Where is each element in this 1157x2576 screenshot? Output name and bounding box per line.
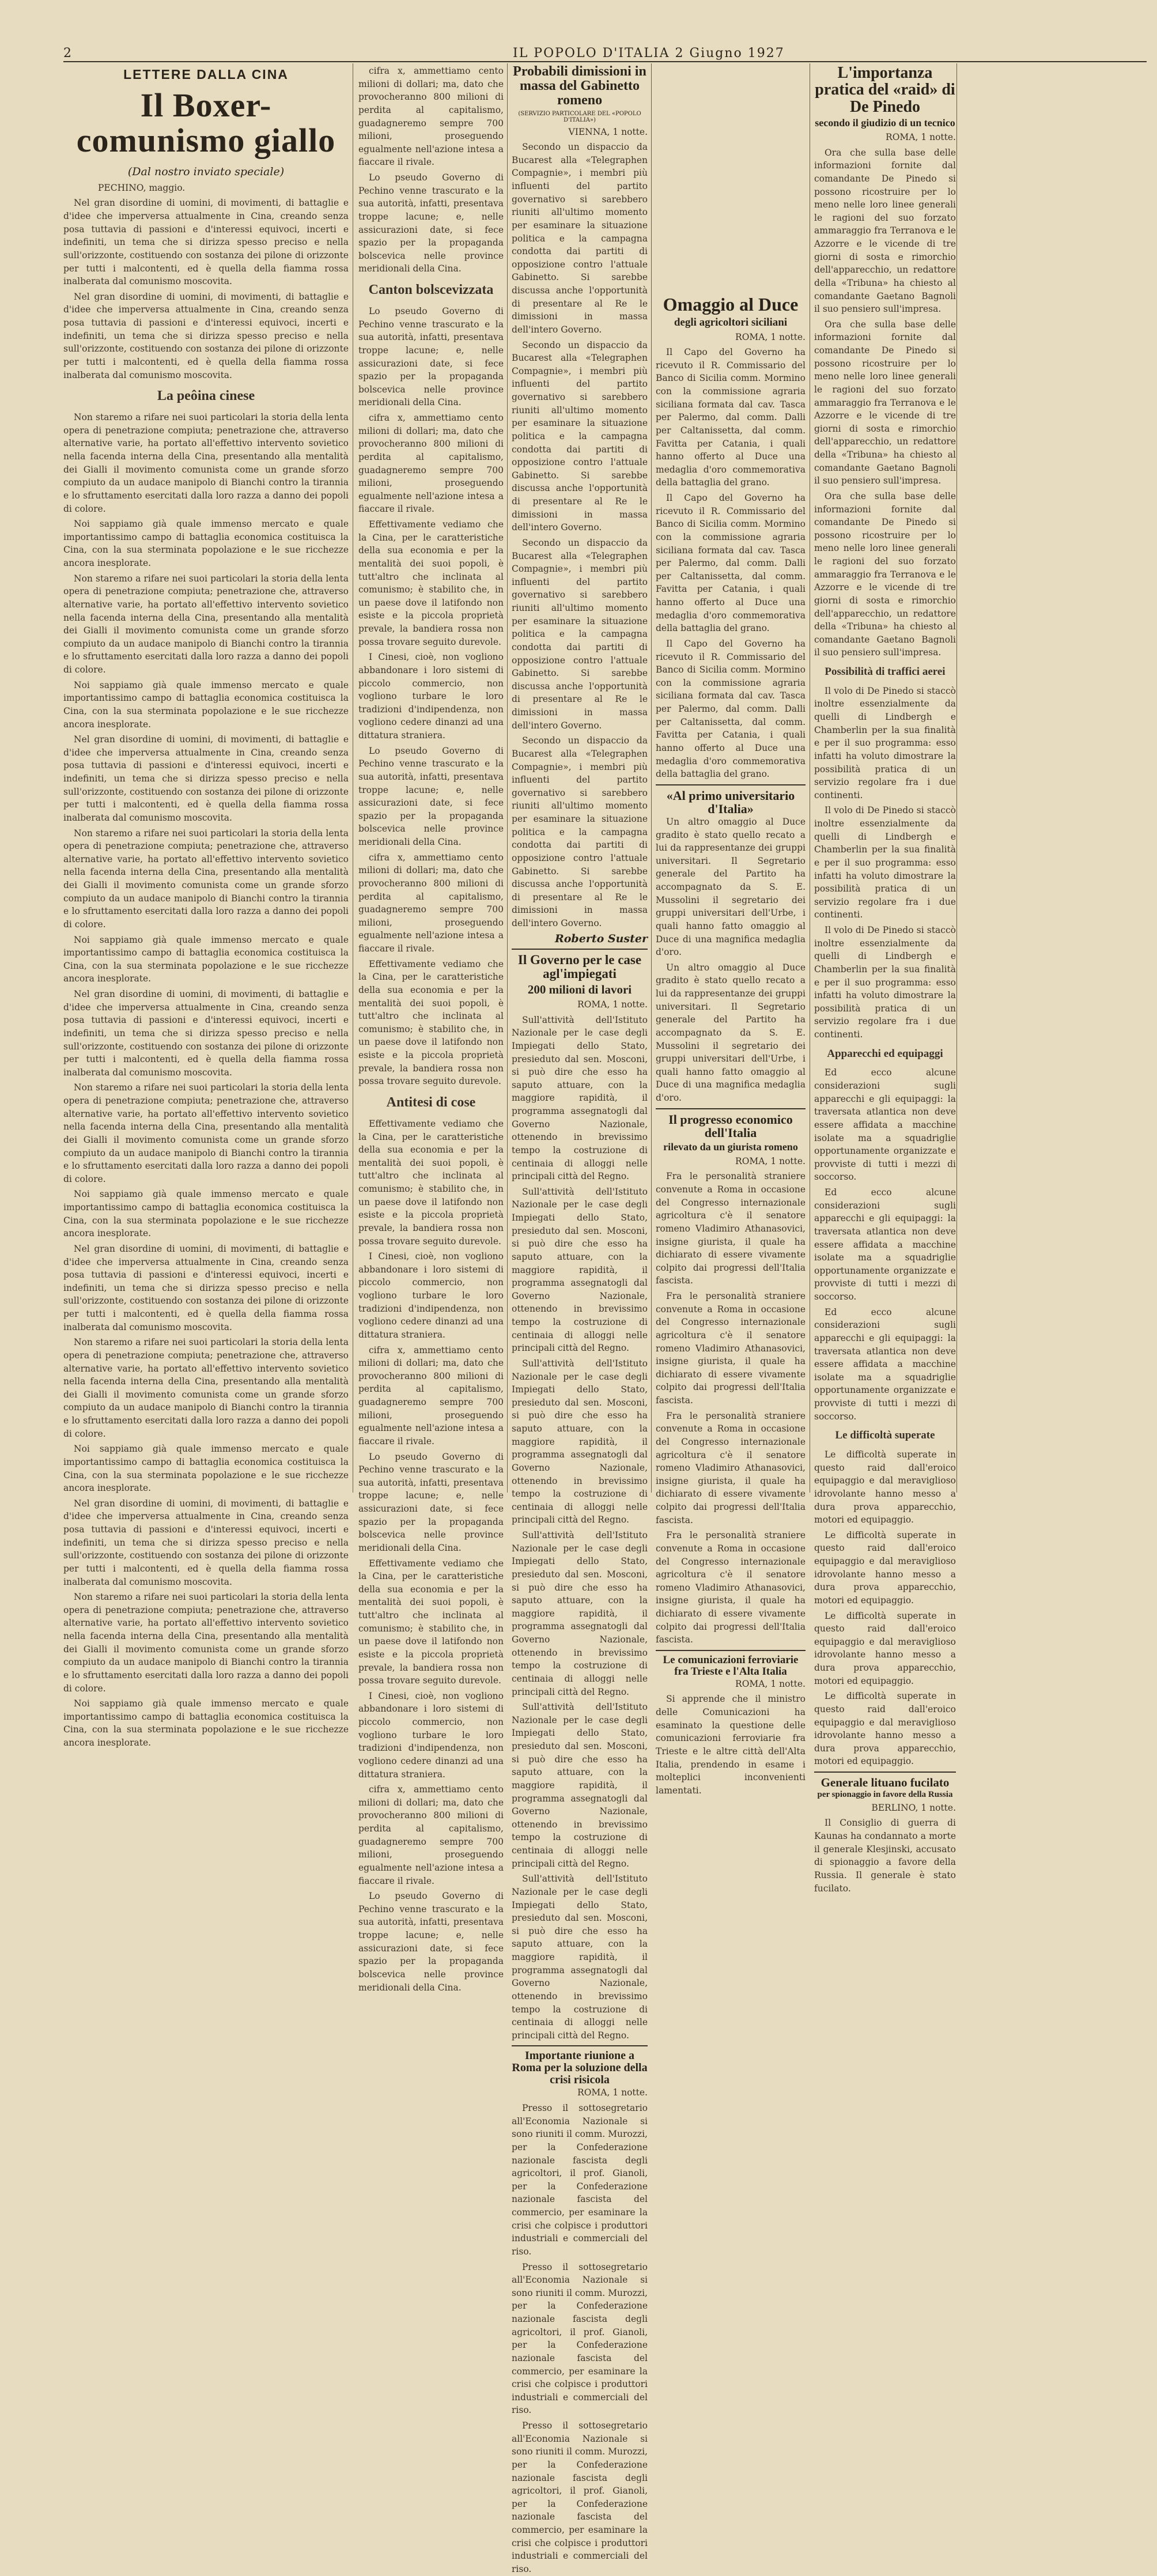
paragraph: Il Consiglio di guerra di Kaunas ha condannato a morte il generale Klesjinski, accusato di spionaggio a favore della Russia. Il generale è stato fucilato.	[814, 1818, 956, 1894]
paragraph: Effettivamente vediamo che la Cina, per le caratteristiche della sua economia e per la mentalità dei suoi popoli, è tutt'altro che inclinata al comunismo; è stabilito che, in un paese dove il latifondo non esiste e la piccola proprietà prevale, la bandiera rossa non possa trovare seguito durevole.	[358, 519, 504, 647]
paragraph: Effettivamente vediamo che la Cina, per le caratteristiche della sua economia e per la mentalità dei suoi popoli, è tutt'altro che inclinata al comunismo; è stabilito che, in un paese dove il latifondo non esiste e la piccola proprietà prevale, la bandiera rossa non possa trovare seguito durevole.	[358, 1118, 504, 1247]
paragraph: Ora che sulla base delle informazioni fornite dal comandante De Pinedo si possono ricostruire per lo meno nelle loro linee generali le ragioni del suo forzato ammaraggio fra Terranova e le Azzorre e le vicende di tre giorni di sosta e rimorchio dell'apparecchio, un redattore della «Tribuna» ha chiesto al comandante Gaetano Bagnoli il suo pensiero sull'impresa.	[814, 147, 956, 315]
paragraph: Noi sappiamo già quale immenso mercato e quale importantissimo campo di battaglia economica costituisca la Cina, con la sua sterminata popolazione e le sue ricchezze ancora inesplorate.	[63, 1698, 349, 1748]
paragraph: Fra le personalità straniere convenute a Roma in occasione del Congresso internazionale agricoltura c'è il senatore romeno Vladimiro Athanasovici, insigne giurista, il quale ha dichiarato di essere vivamente colpito dai progressi dell'Italia fascista.	[656, 1530, 806, 1645]
paragraph: Il Capo del Governo ha ricevuto il R. Commissario del Banco di Sicilia comm. Mormino con la commissione agraria siciliana formata dal cav. Tasca per Palermo, dal comm. Dalli per Caltanissetta, dal comm. Favitta per Catania, i quali hanno offerto al Duce una medaglia d'oro commemorativa della battaglia del grano.	[656, 347, 806, 488]
paragraph: Presso il sottosegretario all'Economia Nazionale si sono riuniti il comm. Murozzi, per la Confederazione nazionale fascista degli agricoltori, il prof. Gianoli, per la Confederazione nazionale fascista del commercio, per esaminare la crisi che colpisce i produttori industriali e commerciali del riso.	[512, 2103, 648, 2257]
dateline: ROMA, 1 notte.	[735, 1155, 806, 1166]
signature: Roberto Suster	[554, 932, 648, 945]
paragraph: Nel gran disordine di uomini, di movimenti, di battaglie e d'idee che imperversa attualmente in Cina, creando senza posa tuttavia di passioni e d'interessi equivoci, incerti e indefiniti, un tema che si dirizza spesso preciso e nella sull'orizzonte, costituendo con sostanza dei pilone di orizzonte per tutti i malcontenti, ed è quella della fiamma rossa inalberata dal comunismo moscovita.	[63, 734, 349, 823]
paragraph: Ora che sulla base delle informazioni fornite dal comandante De Pinedo si possono ricostruire per lo meno nelle loro linee generali le ragioni del suo forzato ammaraggio fra Terranova e le Azzorre e le vicende di tre giorni di sosta e rimorchio dell'apparecchio, un redattore della «Tribuna» ha chiesto al comandante Gaetano Bagnoli il suo pensiero sull'impresa.	[814, 490, 956, 658]
paragraph: cifra x, ammettiamo cento milioni di dollari; ma, dato che provocheranno 800 milioni di perdita al capitalismo, guadagneremo sempre 700 milioni, proseguendo egualmente nell'azione intesa a fiaccare il rivale.	[358, 852, 504, 954]
paragraph: Secondo un dispaccio da Bucarest alla «Telegraphen Compagnie», i membri più influenti del partito governativo si sarebbero riuniti all'ultimo momento per esaminare la situazione politica e la campagna condotta dai partiti di opposizione contro l'attuale Gabinetto. Si sarebbe discussa anche l'opportunità di presentare al Re le dimissioni in massa dell'intero Governo.	[512, 339, 648, 533]
paragraph: Il volo di De Pinedo si staccò inoltre essenzialmente da quelli di Lindbergh e Chamberlin per la sua finalità e per il suo programma: esso infatti ha voluto dimostrare la possibilità pratica di un servizio regolare fra i due continenti.	[814, 685, 956, 800]
paragraph: Nel gran disordine di uomini, di movimenti, di battaglie e d'idee che imperversa attualmente in Cina, creando senza posa tuttavia di passioni e d'interessi equivoci, incerti e indefiniti, un tema che si dirizza spesso preciso e nella sull'orizzonte, costituendo con sostanza dei pilone di orizzonte per tutti i malcontenti, ed è quella della fiamma rossa inalberata dal comunismo moscovita.	[63, 1498, 349, 1587]
paragraph: Il volo di De Pinedo si staccò inoltre essenzialmente da quelli di Lindbergh e Chamberlin per la sua finalità e per il suo programma: esso infatti ha voluto dimostrare la possibilità pratica di un servizio regolare fra i due continenti.	[814, 805, 956, 920]
paragraph: Noi sappiamo già quale immenso mercato e quale importantissimo campo di battaglia economica costituisca la Cina, con la sua sterminata popolazione e le sue ricchezze ancora inesplorate.	[63, 679, 349, 730]
paragraph: Il volo di De Pinedo si staccò inoltre essenzialmente da quelli di Lindbergh e Chamberlin per la sua finalità e per il suo programma: esso infatti ha voluto dimostrare la possibilità pratica di un servizio regolare fra i due continenti.	[814, 925, 956, 1040]
paragraph: Le difficoltà superate in questo raid dall'eroico equipaggio e dal meraviglioso idrovolante hanno messo a dura prova apparecchio, motori ed equipaggio.	[814, 1691, 956, 1767]
dateline: PECHINO, maggio.	[98, 182, 186, 193]
section-heading: Le difficoltà superate	[835, 1429, 935, 1442]
paragraph: Nel gran disordine di uomini, di movimenti, di battaglie e d'idee che imperversa attualmente in Cina, creando senza posa tuttavia di passioni e d'interessi equivoci, incerti e indefiniti, un tema che si dirizza spesso preciso e nella sull'orizzonte, costituendo con sostanza dei pilone di orizzonte per tutti i malcontenti, ed è quella della fiamma rossa inalberata dal comunismo moscovita.	[63, 989, 349, 1078]
subhead: rilevato da un giurista romeno	[663, 1140, 798, 1153]
paragraph: Noi sappiamo già quale immenso mercato e quale importantissimo campo di battaglia economica costituisca la Cina, con la sua sterminata popolazione e le sue ricchezze ancora inesplorate.	[63, 1444, 349, 1494]
paragraph: Fra le personalità straniere convenute a Roma in occasione del Congresso internazionale agricoltura c'è il senatore romeno Vladimiro Athanasovici, insigne giurista, il quale ha dichiarato di essere vivamente colpito dai progressi dell'Italia fascista.	[656, 1291, 806, 1406]
headline: Il progresso economico dell'Italia	[668, 1112, 793, 1140]
headline: Importante riunione a Roma per la soluzione della crisi risicola	[512, 2049, 648, 2087]
paragraph: Lo pseudo Governo di Pechino venne trascurato e la sua autorità, infatti, presentava troppe lacune; e, nelle assicurazioni date, si fece spazio per la propaganda bolscevica nelle province meridionali della Cina.	[358, 172, 504, 274]
page-number: 2	[63, 46, 71, 61]
paragraph: I Cinesi, cioè, non vogliono abbandonare i loro sistemi di piccolo commercio, non vogliono turbare le loro tradizioni d'indipendenza, non vogliono cedere dinanzi ad una dittatura straniera.	[358, 1251, 504, 1340]
headline: Omaggio al Duce	[663, 294, 799, 315]
dateline: ROMA, 1 notte.	[577, 999, 648, 1010]
subhead: secondo il giudizio di un tecnico	[815, 117, 955, 129]
paragraph: Lo pseudo Governo di Pechino venne trascurato e la sua autorità, infatti, presentava troppe lacune; e, nelle assicurazioni date, si fece spazio per la propaganda bolscevica nelle province meridionali della Cina.	[358, 1451, 504, 1553]
subhead: degli agricoltori siciliani	[674, 316, 788, 328]
paragraph: Non staremo a rifare nei suoi particolari la storia della lenta opera di penetrazione compiuta; penetrazione che, attraverso alternative varie, ha portato all'effettivo intervento sovietico nella facenda interna della Cina, presentando alla mentalità dei Gialli il movimento comunista come un grande sforzo compiuto da un audace manipolo di Bianchi contro la tirannia e lo sfruttamento esercitati dalla loro razza a danno dei popoli di colore.	[63, 828, 349, 930]
section-heading: Canton bolscevizzata	[368, 282, 494, 297]
headline: Il Governo per le case agl'impiegati	[517, 952, 642, 981]
paragraph: Si apprende che il ministro delle Comunicazioni ha esaminato la questione delle comunicazioni ferroviarie fra Trieste e le altre città dell'Alta Italia, prendendo in esame i molteplici inconvenienti lamentati.	[656, 1694, 806, 1796]
service-tag: (SERVIZIO PARTICOLARE DEL «POPOLO D'ITALIA»)	[518, 110, 641, 123]
paragraph: Sull'attività dell'Istituto Nazionale per le case degli Impiegati dello Stato, presieduto dal sen. Mosconi, si può dire che esso ha saputo attuare, con la maggiore rapidità, il programma assegnatogli dal Governo Nazionale, ottenendo in brevissimo tempo la costruzione di centinaia di alloggi nelle principali città del Regno.	[512, 1358, 648, 1525]
paragraph: Ora che sulla base delle informazioni fornite dal comandante De Pinedo si possono ricostruire per lo meno nelle loro linee generali le ragioni del suo forzato ammaraggio fra Terranova e le Azzorre e le vicende di tre giorni di sosta e rimorchio dell'apparecchio, un redattore della «Tribuna» ha chiesto al comandante Gaetano Bagnoli il suo pensiero sull'impresa.	[814, 319, 956, 486]
paragraph: Noi sappiamo già quale immenso mercato e quale importantissimo campo di battaglia economica costituisca la Cina, con la sua sterminata popolazione e le sue ricchezze ancora inesplorate.	[63, 1189, 349, 1239]
paragraph: Non staremo a rifare nei suoi particolari la storia della lenta opera di penetrazione compiuta; penetrazione che, attraverso alternative varie, ha portato all'effettivo intervento sovietico nella facenda interna della Cina, presentando alla mentalità dei Gialli il movimento comunista come un grande sforzo compiuto da un audace manipolo di Bianchi contro la tirannia e lo sfruttamento esercitati dalla loro razza a danno dei popoli di colore.	[63, 573, 349, 675]
dateline: VIENNA, 1 notte.	[568, 126, 648, 137]
dateline: ROMA, 1 notte.	[735, 1678, 806, 1689]
paragraph: Nel gran disordine di uomini, di movimenti, di battaglie e d'idee che imperversa attualmente in Cina, creando senza posa tuttavia di passioni e d'interessi equivoci, incerti e indefiniti, un tema che si dirizza spesso preciso e nella sull'orizzonte, costituendo con sostanza dei pilone di orizzonte per tutti i malcontenti, ed è quella della fiamma rossa inalberata dal comunismo moscovita.	[63, 1243, 349, 1332]
newspaper-title: IL POPOLO D'ITALIA 2 Giugno 1927	[513, 46, 785, 61]
paragraph: Secondo un dispaccio da Bucarest alla «Telegraphen Compagnie», i membri più influenti del partito governativo si sarebbero riuniti all'ultimo momento per esaminare la situazione politica e la campagna condotta dai partiti di opposizione contro l'attuale Gabinetto. Si sarebbe discussa anche l'opportunità di presentare al Re le dimissioni in massa dell'intero Governo.	[512, 142, 648, 335]
paragraph: Noi sappiamo già quale immenso mercato e quale importantissimo campo di battaglia economica costituisca la Cina, con la sua sterminata popolazione e le sue ricchezze ancora inesplorate.	[63, 934, 349, 984]
paragraph: Presso il sottosegretario all'Economia Nazionale si sono riuniti il comm. Murozzi, per la Confederazione nazionale fascista degli agricoltori, il prof. Gianoli, per la Confederazione nazionale fascista del commercio, per esaminare la crisi che colpisce i produttori industriali e commerciali del riso.	[512, 2420, 648, 2574]
paragraph: Un altro omaggio al Duce gradito è stato quello recato a lui da rappresentanze dei gruppi universitari. Il Segretario generale del Partito ha accompagnato da S. E. Mussolini il segretario dei gruppi universitari dell'Urbe, i quali hanno fatto omaggio al Duce di una magnifica medaglia d'oro.	[656, 962, 806, 1104]
paragraph: I Cinesi, cioè, non vogliono abbandonare i loro sistemi di piccolo commercio, non vogliono turbare le loro tradizioni d'indipendenza, non vogliono cedere dinanzi ad una dittatura straniera.	[358, 652, 504, 741]
paragraph: Sull'attività dell'Istituto Nazionale per le case degli Impiegati dello Stato, presieduto dal sen. Mosconi, si può dire che esso ha saputo attuare, con la maggiore rapidità, il programma assegnatogli dal Governo Nazionale, ottenendo in brevissimo tempo la costruzione di centinaia di alloggi nelle principali città del Regno.	[512, 1530, 648, 1697]
headline: Probabili dimissioni in massa del Gabinetto romeno	[513, 64, 646, 108]
paragraph: Il Capo del Governo ha ricevuto il R. Commissario del Banco di Sicilia comm. Mormino con la commissione agraria siciliana formata dal cav. Tasca per Palermo, dal comm. Dalli per Caltanissetta, dal comm. Favitta per Catania, i quali hanno offerto al Duce una medaglia d'oro commemorativa della battaglia del grano.	[656, 493, 806, 634]
paragraph: Le difficoltà superate in questo raid dall'eroico equipaggio e dal meraviglioso idrovolante hanno messo a dura prova apparecchio, motori ed equipaggio.	[814, 1610, 956, 1686]
section-heading: La peôina cinese	[157, 388, 255, 404]
paragraph: cifra x, ammettiamo cento milioni di dollari; ma, dato che provocheranno 800 milioni di perdita al capitalismo, guadagneremo sempre 700 milioni, proseguendo egualmente nell'azione intesa a fiaccare il rivale.	[358, 413, 504, 515]
dateline: BERLINO, 1 notte.	[871, 1802, 956, 1813]
dateline: ROMA, 1 notte.	[735, 331, 806, 342]
paragraph: Non staremo a rifare nei suoi particolari la storia della lenta opera di penetrazione compiuta; penetrazione che, attraverso alternative varie, ha portato all'effettivo intervento sovietico nella facenda interna della Cina, presentando alla mentalità dei Gialli il movimento comunista come un grande sforzo compiuto da un audace manipolo di Bianchi contro la tirannia e lo sfruttamento esercitati dalla loro razza a danno dei popoli di colore.	[63, 1337, 349, 1439]
paragraph: Effettivamente vediamo che la Cina, per le caratteristiche della sua economia e per la mentalità dei suoi popoli, è tutt'altro che inclinata al comunismo; è stabilito che, in un paese dove il latifondo non esiste e la piccola proprietà prevale, la bandiera rossa non possa trovare seguito durevole.	[358, 958, 504, 1087]
paragraph: Fra le personalità straniere convenute a Roma in occasione del Congresso internazionale agricoltura c'è il senatore romeno Vladimiro Athanasovici, insigne giurista, il quale ha dichiarato di essere vivamente colpito dai progressi dell'Italia fascista.	[656, 1171, 806, 1286]
dateline: ROMA, 1 notte.	[886, 132, 956, 143]
paragraph: Fra le personalità straniere convenute a Roma in occasione del Congresso internazionale agricoltura c'è il senatore romeno Vladimiro Athanasovici, insigne giurista, il quale ha dichiarato di essere vivamente colpito dai progressi dell'Italia fascista.	[656, 1410, 806, 1525]
headline: Le comunicazioni ferroviarie fra Trieste e l'Alta Italia	[663, 1653, 799, 1678]
headline: Generale lituano fucilato	[821, 1776, 950, 1790]
subhead: (Dal nostro inviato speciale)	[127, 165, 285, 178]
paragraph: Sull'attività dell'Istituto Nazionale per le case degli Impiegati dello Stato, presieduto dal sen. Mosconi, si può dire che esso ha saputo attuare, con la maggiore rapidità, il programma assegnatogli dal Governo Nazionale, ottenendo in brevissimo tempo la costruzione di centinaia di alloggi nelle principali città del Regno.	[512, 1702, 648, 1869]
paragraph: Sull'attività dell'Istituto Nazionale per le case degli Impiegati dello Stato, presieduto dal sen. Mosconi, si può dire che esso ha saputo attuare, con la maggiore rapidità, il programma assegnatogli dal Governo Nazionale, ottenendo in brevissimo tempo la costruzione di centinaia di alloggi nelle principali città del Regno.	[512, 1874, 648, 2041]
paragraph: Sull'attività dell'Istituto Nazionale per le case degli Impiegati dello Stato, presieduto dal sen. Mosconi, si può dire che esso ha saputo attuare, con la maggiore rapidità, il programma assegnatogli dal Governo Nazionale, ottenendo in brevissimo tempo la costruzione di centinaia di alloggi nelle principali città del Regno.	[512, 1186, 648, 1354]
paragraph: cifra x, ammettiamo cento milioni di dollari; ma, dato che provocheranno 800 milioni di perdita al capitalismo, guadagneremo sempre 700 milioni, proseguendo egualmente nell'azione intesa a fiaccare il rivale.	[358, 66, 504, 168]
paragraph: Secondo un dispaccio da Bucarest alla «Telegraphen Compagnie», i membri più influenti del partito governativo si sarebbero riuniti all'ultimo momento per esaminare la situazione politica e la campagna condotta dai partiti di opposizione contro l'attuale Gabinetto. Si sarebbe discussa anche l'opportunità di presentare al Re le dimissioni in massa dell'intero Governo.	[512, 537, 648, 731]
paragraph: Nel gran disordine di uomini, di movimenti, di battaglie e d'idee che imperversa attualmente in Cina, creando senza posa tuttavia di passioni e d'interessi equivoci, incerti e indefiniti, un tema che si dirizza spesso preciso e nella sull'orizzonte, costituendo con sostanza dei pilone di orizzonte per tutti i malcontenti, ed è quella della fiamma rossa inalberata dal comunismo moscovita.	[63, 198, 349, 287]
section-heading: Possibilità di traffici aerei	[825, 666, 946, 678]
paragraph: cifra x, ammettiamo cento milioni di dollari; ma, dato che provocheranno 800 milioni di perdita al capitalismo, guadagneremo sempre 700 milioni, proseguendo egualmente nell'azione intesa a fiaccare il rivale.	[358, 1344, 504, 1446]
section-heading: Apparecchi ed equipaggi	[827, 1047, 943, 1060]
kicker: LETTERE DALLA CINA	[123, 67, 289, 82]
paragraph: Lo pseudo Governo di Pechino venne trascurato e la sua autorità, infatti, presentava troppe lacune; e, nelle assicurazioni date, si fece spazio per la propaganda bolscevica nelle province meridionali della Cina.	[358, 306, 504, 408]
paragraph: Le difficoltà superate in questo raid dall'eroico equipaggio e dal meraviglioso idrovolante hanno messo a dura prova apparecchio, motori ed equipaggio.	[814, 1449, 956, 1525]
headline: Il Boxer-comunismo giallo	[76, 86, 336, 159]
headline: «Al primo universitario d'Italia»	[666, 788, 795, 816]
paragraph: Il Capo del Governo ha ricevuto il R. Commissario del Banco di Sicilia comm. Mormino con la commissione agraria siciliana formata dal cav. Tasca per Palermo, dal comm. Dalli per Caltanissetta, dal comm. Favitta per Catania, i quali hanno offerto al Duce una medaglia d'oro commemorativa della battaglia del grano.	[656, 638, 806, 780]
paragraph: Un altro omaggio al Duce gradito è stato quello recato a lui da rappresentanze dei gruppi universitari. Il Segretario generale del Partito ha accompagnato da S. E. Mussolini il segretario dei gruppi universitari dell'Urbe, i quali hanno fatto omaggio al Duce di una magnifica medaglia d'oro.	[656, 816, 806, 958]
headline: L'importanza pratica del «raid» di De Pinedo	[815, 64, 955, 116]
paragraph: Non staremo a rifare nei suoi particolari la storia della lenta opera di penetrazione compiuta; penetrazione che, attraverso alternative varie, ha portato all'effettivo intervento sovietico nella facenda interna della Cina, presentando alla mentalità dei Gialli il movimento comunista come un grande sforzo compiuto da un audace manipolo di Bianchi contro la tirannia e lo sfruttamento esercitati dalla loro razza a danno dei popoli di colore.	[63, 412, 349, 514]
paragraph: Nel gran disordine di uomini, di movimenti, di battaglie e d'idee che imperversa attualmente in Cina, creando senza posa tuttavia di passioni e d'interessi equivoci, incerti e indefiniti, un tema che si dirizza spesso preciso e nella sull'orizzonte, costituendo con sostanza dei pilone di orizzonte per tutti i malcontenti, ed è quella della fiamma rossa inalberata dal comunismo moscovita.	[63, 291, 349, 380]
paragraph: Ed ecco alcune considerazioni sugli apparecchi e gli equipaggi: la traversata atlantica non deve essere affidata a macchine isolate ma a squadriglie opportunamente organizzate e provviste di tutti i mezzi di soccorso.	[814, 1187, 956, 1302]
section-heading: Antitesi di cose	[386, 1094, 476, 1110]
subhead: per spionaggio in favore della Russia	[817, 1790, 953, 1800]
paragraph: Le difficoltà superate in questo raid dall'eroico equipaggio e dal meraviglioso idrovolante hanno messo a dura prova apparecchio, motori ed equipaggio.	[814, 1529, 956, 1606]
paragraph: Secondo un dispaccio da Bucarest alla «Telegraphen Compagnie», i membri più influenti del partito governativo si sarebbero riuniti all'ultimo momento per esaminare la situazione politica e la campagna condotta dai partiti di opposizione contro l'attuale Gabinetto. Si sarebbe discussa anche l'opportunità di presentare al Re le dimissioni in massa dell'intero Governo.	[512, 735, 648, 929]
paragraph: Non staremo a rifare nei suoi particolari la storia della lenta opera di penetrazione compiuta; penetrazione che, attraverso alternative varie, ha portato all'effettivo intervento sovietico nella facenda interna della Cina, presentando alla mentalità dei Gialli il movimento comunista come un grande sforzo compiuto da un audace manipolo di Bianchi contro la tirannia e lo sfruttamento esercitati dalla loro razza a danno dei popoli di colore.	[63, 1082, 349, 1184]
paragraph: Ed ecco alcune considerazioni sugli apparecchi e gli equipaggi: la traversata atlantica non deve essere affidata a macchine isolate ma a squadriglie opportunamente organizzate e provviste di tutti i mezzi di soccorso.	[814, 1306, 956, 1422]
paragraph: Non staremo a rifare nei suoi particolari la storia della lenta opera di penetrazione compiuta; penetrazione che, attraverso alternative varie, ha portato all'effettivo intervento sovietico nella facenda interna della Cina, presentando alla mentalità dei Gialli il movimento comunista come un grande sforzo compiuto da un audace manipolo di Bianchi contro la tirannia e lo sfruttamento esercitati dalla loro razza a danno dei popoli di colore.	[63, 1592, 349, 1694]
paragraph: Presso il sottosegretario all'Economia Nazionale si sono riuniti il comm. Murozzi, per la Confederazione nazionale fascista degli agricoltori, il prof. Gianoli, per la Confederazione nazionale fascista del commercio, per esaminare la crisi che colpisce i produttori industriali e commerciali del riso.	[512, 2261, 648, 2416]
paragraph: Sull'attività dell'Istituto Nazionale per le case degli Impiegati dello Stato, presieduto dal sen. Mosconi, si può dire che esso ha saputo attuare, con la maggiore rapidità, il programma assegnatogli dal Governo Nazionale, ottenendo in brevissimo tempo la costruzione di centinaia di alloggi nelle principali città del Regno.	[512, 1014, 648, 1182]
paragraph: cifra x, ammettiamo cento milioni di dollari; ma, dato che provocheranno 800 milioni di perdita al capitalismo, guadagneremo sempre 700 milioni, proseguendo egualmente nell'azione intesa a fiaccare il rivale.	[358, 1784, 504, 1886]
paragraph: Lo pseudo Governo di Pechino venne trascurato e la sua autorità, infatti, presentava troppe lacune; e, nelle assicurazioni date, si fece spazio per la propaganda bolscevica nelle province meridionali della Cina.	[358, 1891, 504, 1993]
paragraph: Lo pseudo Governo di Pechino venne trascurato e la sua autorità, infatti, presentava troppe lacune; e, nelle assicurazioni date, si fece spazio per la propaganda bolscevica nelle province meridionali della Cina.	[358, 745, 504, 848]
paragraph: Noi sappiamo già quale immenso mercato e quale importantissimo campo di battaglia economica costituisca la Cina, con la sua sterminata popolazione e le sue ricchezze ancora inesplorate.	[63, 519, 349, 569]
paragraph: I Cinesi, cioè, non vogliono abbandonare i loro sistemi di piccolo commercio, non vogliono turbare le loro tradizioni d'indipendenza, non vogliono cedere dinanzi ad una dittatura straniera.	[358, 1690, 504, 1780]
subhead: 200 milioni di lavori	[527, 982, 632, 996]
dateline: ROMA, 1 notte.	[577, 2087, 648, 2098]
paragraph: Effettivamente vediamo che la Cina, per le caratteristiche della sua economia e per la mentalità dei suoi popoli, è tutt'altro che inclinata al comunismo; è stabilito che, in un paese dove il latifondo non esiste e la piccola proprietà prevale, la bandiera rossa non possa trovare seguito durevole.	[358, 1558, 504, 1686]
paragraph: Ed ecco alcune considerazioni sugli apparecchi e gli equipaggi: la traversata atlantica non deve essere affidata a macchine isolate ma a squadriglie opportunamente organizzate e provviste di tutti i mezzi di soccorso.	[814, 1067, 956, 1183]
